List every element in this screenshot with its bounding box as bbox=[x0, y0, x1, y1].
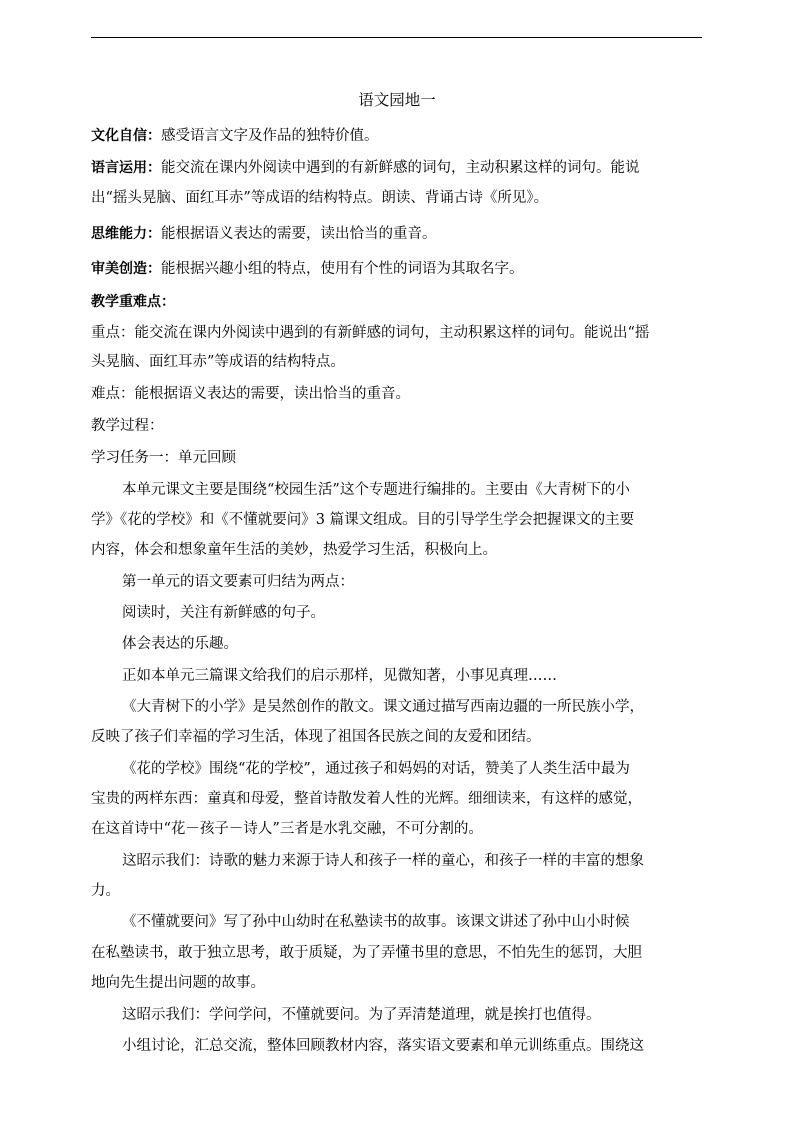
goal-label: 审美创造： bbox=[91, 261, 161, 277]
body-line: 在私塾读书，敢于独立思考，敢于质疑，为了弄懂书里的意思，不怕先生的惩罚，大胆 bbox=[91, 945, 642, 961]
key-line: 学习任务一：单元回顾 bbox=[91, 450, 236, 466]
goal-culture bbox=[91, 124, 706, 148]
goal-text: 感受语言文字及作品的独特价值。 bbox=[161, 128, 379, 144]
goal-text: 能根据语义表达的需要，读出恰当的重音。 bbox=[161, 226, 437, 242]
body-line: 学》《花的学校》和《不懂就要问》3 篇课文组成。目的引导学生学会把握课文的主要 bbox=[91, 512, 635, 528]
body-line: 地向先生提出问题的故事。 bbox=[91, 975, 265, 991]
key-line: 教学过程： bbox=[91, 418, 164, 434]
body-line: 在这首诗中“花－孩子－诗人”三者是水乳交融，不可分割的。 bbox=[91, 821, 483, 837]
goal-label: 文化自信： bbox=[91, 128, 161, 144]
key-line: 难点：能根据语义表达的需要，读出恰当的重音。 bbox=[91, 386, 410, 402]
goal-label: 思维能力： bbox=[91, 226, 161, 242]
body-line: 《花的学校》围绕“花的学校”，通过孩子和妈妈的对话，赞美了人类生活中最为 bbox=[122, 761, 630, 777]
body-line: 这昭示我们：诗歌的魅力来源于诗人和孩子一样的童心，和孩子一样的丰富的想象 bbox=[122, 853, 644, 869]
body-line: 阅读时，关注有新鲜感的句子。 bbox=[122, 605, 325, 621]
body-line: 宝贵的两样东西：童真和母爱，整首诗散发着人性的光辉。细细读来，有这样的感觉， bbox=[91, 791, 642, 807]
body-line: 内容，体会和想象童年生活的美妙，热爱学习生活，积极向上。 bbox=[91, 542, 497, 558]
body-line: 小组讨论，汇总交流，整体回顾教材内容，落实语文要素和单元训练重点。围绕这 bbox=[122, 1038, 644, 1054]
goal-aesthetic bbox=[91, 257, 706, 281]
header-rule bbox=[91, 37, 702, 38]
goal-thinking bbox=[91, 222, 706, 246]
body-line: 这昭示我们：学问学问，不懂就要问。为了弄清楚道理，就是挨打也值得。 bbox=[122, 1007, 601, 1023]
goal-language-cont: 出“摇头晃脑、面红耳赤”等成语的结构特点。朗读、背诵古诗《所见》。 bbox=[91, 190, 549, 206]
key-heading: 教学重难点： bbox=[91, 294, 175, 310]
body-line: 力。 bbox=[91, 883, 120, 899]
goal-label: 语言运用： bbox=[91, 160, 161, 176]
body-line: 反映了孩子们幸福的学习生活，体现了祖国各民族之间的友爱和团结。 bbox=[91, 729, 541, 745]
goal-text: 能根据兴趣小组的特点，使用有个性的词语为其取名字。 bbox=[161, 261, 524, 277]
body-line: 正如本单元三篇课文给我们的启示那样，见微知著，小事见真理…… bbox=[122, 668, 557, 684]
goal-text: 能交流在课内外阅读中遇到的有新鲜感的词句，主动积累这样的词句。能说 bbox=[161, 160, 640, 176]
key-line: 头晃脑、面红耳赤”等成语的结构特点。 bbox=[91, 354, 345, 370]
body-line: 本单元课文主要是围绕“校园生活”这个专题进行编排的。主要由《大青树下的小 bbox=[122, 482, 630, 498]
goal-language bbox=[91, 156, 706, 180]
document-title: 语文园地一 bbox=[358, 91, 436, 109]
body-line: 《不懂就要问》写了孙中山幼时在私塾读书的故事。该课文讲述了孙中山小时候 bbox=[122, 914, 630, 930]
body-line: 第一单元的语文要素可归结为两点： bbox=[122, 574, 354, 590]
key-line: 重点：能交流在课内外阅读中遇到的有新鲜感的词句，主动积累这样的词句。能说出“摇 bbox=[91, 325, 650, 341]
body-line: 《大青树下的小学》是吴然创作的散文。课文通过描写西南边疆的一所民族小学， bbox=[122, 699, 644, 715]
body-line: 体会表达的乐趣。 bbox=[122, 636, 238, 652]
